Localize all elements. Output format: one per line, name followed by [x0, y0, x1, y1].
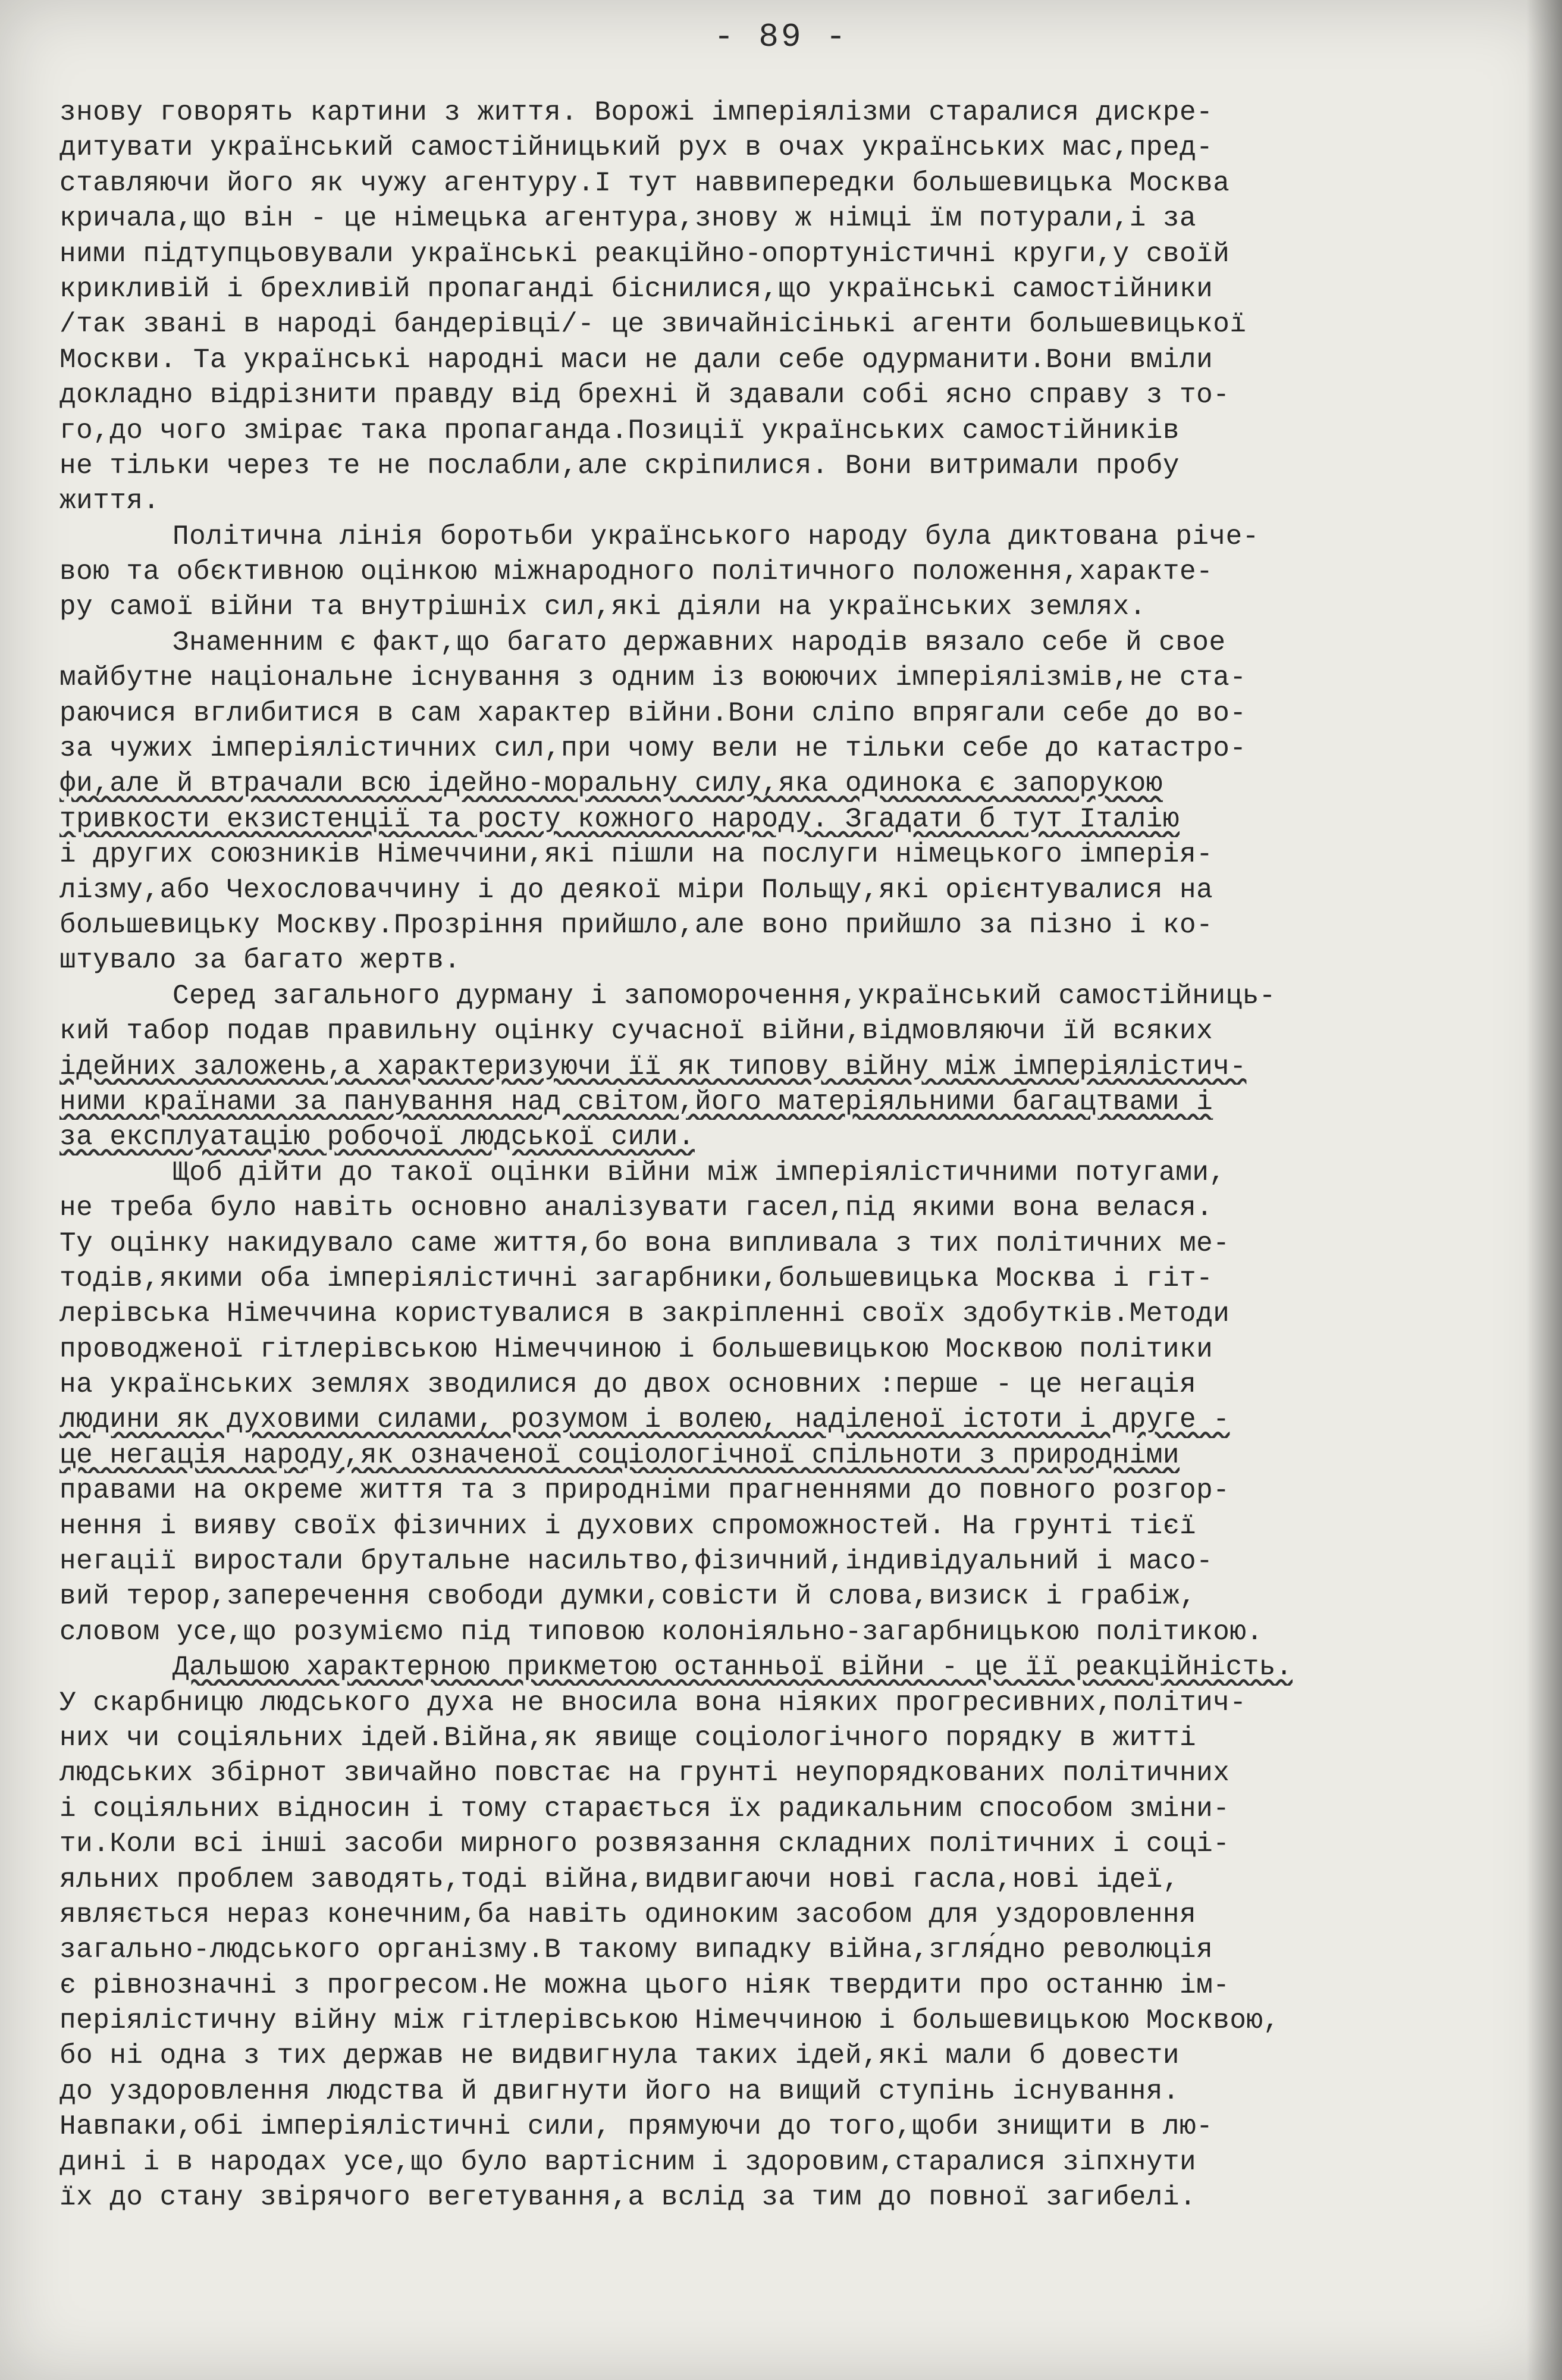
text-line: життя. [59, 486, 160, 517]
text-line: на українських землях зводилися до двох основних :перше - це негація [59, 1369, 1197, 1401]
text-line: дині і в народах усе,що було вартісним і здоровим,старалися зіпхнути [59, 2146, 1197, 2178]
paragraph-3 [59, 625, 1511, 979]
text-line-underlined: за експлуатацію робочої людської сили. [59, 1122, 695, 1153]
text-line-underlined: людини як духовими силами, розумом і волею, наділеної істоти і друге - [59, 1404, 1230, 1436]
text-line: ними підтупцьовували українські реакційно-опортуністичні круги,у своїй [59, 238, 1230, 270]
paragraph-2 [59, 519, 1511, 625]
page-edge-shadow [1526, 0, 1562, 2380]
text-line: Ту оцінку накидувало саме життя,бо вона випливала з тих політичних ме- [59, 1227, 1230, 1259]
page-number: - 89 - [714, 18, 848, 56]
text-line: і других союзників Німеччини,які пішли на послуги німецького імперія- [59, 839, 1213, 870]
text-line: вий терор,заперечення свободи думки,совісти й слова,визиск і грабіж, [59, 1581, 1197, 1612]
text-line: до уздоровлення людства й двигнути його на вищий ступінь існування. [59, 2075, 1180, 2107]
text-line: кричала,що він - це німецька агентура,знову ж німці їм потурали,і за [59, 203, 1197, 234]
text-line: докладно відрізнити правду від брехні й здавали собі ясно справу з то- [59, 380, 1230, 411]
text-line: проводженої гітлерівською Німеччиною і большевицькою Москвою політики [59, 1333, 1213, 1365]
text-line: них чи соціяльних ідей.Війна,як явище соціологічного порядку в житті [59, 1722, 1197, 1753]
text-line: не треба було навіть основно аналізувати гасел,під якими вона велася. [59, 1192, 1213, 1224]
text-line: періялістичну війну між гітлерівською Німеччиною і большевицькою Москвою, [59, 2005, 1280, 2037]
text-line: У скарбницю людського духа не вносила вона ніяких прогресивних,політич- [59, 1687, 1247, 1718]
paragraph-6 [59, 1650, 1511, 2215]
text-line: загально-людського організму.В такому випадку війна,згля́дно революція [59, 1934, 1213, 1966]
text-line: є рівнозначні з прогресом.Не можна цього ніяк твердити про останню ім- [59, 1969, 1230, 2001]
text-line: лізму,або Чехословаччину і до деякої міри Польщу,які орієнтувалися на [59, 874, 1213, 906]
text-line: Політична лінія боротьби українського народу була диктована річе- [172, 521, 1259, 552]
text-line: /так звані в народі бандерівці/- це звичайнісінькі агенти большевицької [59, 309, 1247, 340]
text-line: кий табор подав правильну оцінку сучасної війни,відмовляючи їй всяких [59, 1016, 1213, 1047]
text-line: лерівська Німеччина користувалися в закріпленні своїх здобутків.Методи [59, 1298, 1230, 1330]
text-line-underlined: тривкости екзистенції та росту кожного народу. Згадати б тут Італію [59, 803, 1180, 835]
text-line: і соціяльних відносин і тому старається їх радикальним способом змiни- [59, 1793, 1230, 1824]
text-line: негації виростали брутальне насильтво,фізичний,індивідуальний і масо- [59, 1546, 1213, 1577]
text-line: дитувати український самостійницький рух в очах українських мас,пред- [59, 132, 1213, 164]
paragraph-5 [59, 1155, 1511, 1650]
text-line: нення і вияву своїх фізичних і духових спроможностей. На грунті тієї [59, 1510, 1197, 1542]
body-text [59, 95, 1511, 2215]
paragraph-1 [59, 95, 1511, 519]
text-line-underlined: ними країнами за панування над світом,його матеріяльними багацтвами і [59, 1086, 1213, 1117]
text-line: штувало за багато жертв. [59, 945, 461, 976]
text-line-underlined: ідейних заложень,а характеризуючи її як типову війну між імперіялістич- [59, 1051, 1247, 1082]
text-line: їх до стану звірячого вегетування,а вслід за тим до повної загибелі. [59, 2182, 1197, 2213]
text-line: тодів,якими оба імперіялістичні загарбники,большевицька Москва і гіт- [59, 1263, 1213, 1294]
text-line: ти.Коли всі інші засоби мирного розвязання складних політичних і соці- [59, 1828, 1230, 1860]
text-line: большевицьку Москву.Прозріння прийшло,але воно прийшло за пізно і ко- [59, 909, 1213, 941]
text-line-underlined: це негація народу,як означеної соціологічної спільноти з природніми [59, 1439, 1180, 1471]
text-line: являється нераз конечним,ба навіть одиноким засобом для уздоровлення [59, 1899, 1197, 1930]
text-line: ру самої війни та внутрішніх сил,які діяли на українських землях. [59, 591, 1146, 623]
text-line: ставляючи його як чужу агентуру.І тут наввипередки большевицька Москва [59, 167, 1230, 199]
text-line: майбутне національне існування з одним із воюючих імперіялізмів,не ста- [59, 662, 1247, 694]
text-line: людських збірнот звичайно повстає на грунті неупорядкованих політичних [59, 1758, 1230, 1789]
text-line-underlined: Дальшою характерною прикметою останньої війни - це її реакційність. [172, 1652, 1293, 1683]
text-line: бо ні одна з тих держав не видвигнула таких ідей,які мали б довести [59, 2040, 1180, 2072]
text-line: не тільки через те не послабли,але скріпилися. Вони витримали пробу [59, 450, 1180, 481]
text-line: Знаменним є факт,що багато державних народів вязало себе й свое [172, 627, 1226, 658]
text-line: раючися вглибитися в сам характер війни.Вони сліпо впрягали себе до во- [59, 697, 1247, 729]
text-line: знову говорять картини з життя. Ворожі імперіялізми старалися дискре- [59, 97, 1213, 128]
text-line: словом усе,що розуміємо під типовою колоніяльно-загарбницькою політикою. [59, 1616, 1263, 1648]
paragraph-4 [59, 979, 1511, 1155]
text-line: Навпаки,обі імперіялістичні сили, прямуючи до того,щоби знищити в лю- [59, 2111, 1213, 2143]
text-line: вою та обєктивною оцінкою міжнародного політичного положення,характе- [59, 556, 1213, 588]
text-line-underlined: фи,але й втрачали всю ідейно-моральну силу,яка одинока є запорукою [59, 768, 1163, 800]
text-line: го,до чого змірає така пропаганда.Позиції українських самостійників [59, 415, 1180, 446]
text-line: за чужих імперіялістичних сил,при чому вели не тільки себе до катастро- [59, 733, 1247, 765]
text-line: крикливій і брехливій пропаганді біснилися,що українські самостійники [59, 273, 1213, 305]
text-line: Серед загального дурману і запоморочення,український самостійниць- [172, 980, 1276, 1012]
text-line: Москви. Та українські народні маси не дали себе одурманити.Вони вміли [59, 344, 1213, 375]
text-line: яльних проблем заводять,тоді війна,видвигаючи нові гасла,нові ідеї, [59, 1864, 1180, 1895]
text-line: Щоб дійти до такої оцінки війни між імперіялістичними потугами, [172, 1157, 1226, 1188]
text-line: правами на окреме життя та з природніми прагненнями до повного розгор- [59, 1475, 1230, 1507]
